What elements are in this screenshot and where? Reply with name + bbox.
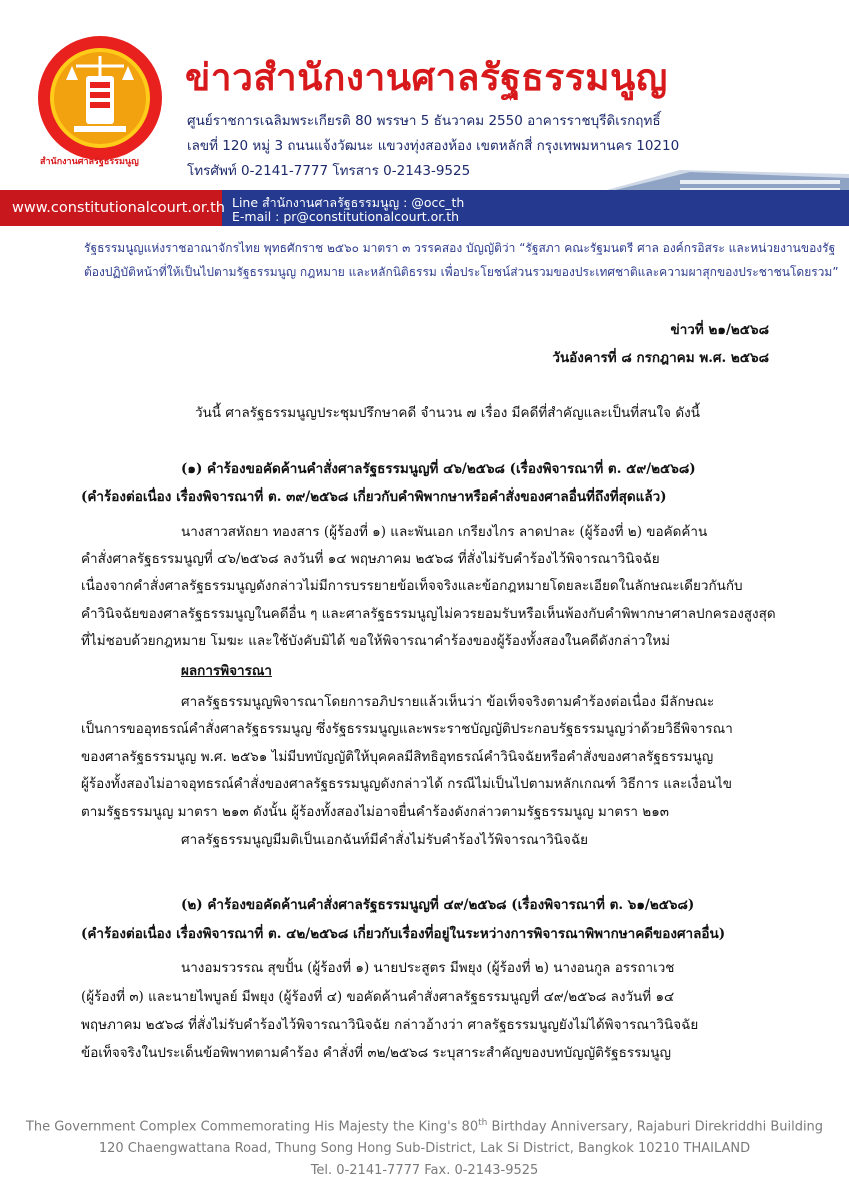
case1-result-heading: ผลการพิจารณา bbox=[181, 663, 272, 679]
letterhead bbox=[0, 0, 849, 228]
case1-result-line: ศาลรัฐธรรมนูญพิจารณาโดยการอภิปรายแล้วเห็นว่า ข้อเท็จจริงตามคำร้องต่อเนื่อง มีลักษณะ bbox=[181, 694, 715, 710]
case1-body-line: คำสั่งศาลรัฐธรรมนูญที่ ๔๖/๒๕๖๘ ลงวันที่ ๑๔ พฤษภาคม ๒๕๖๘ ที่สั่งไม่รับคำร้องไว้พิจารณาวินิจฉัย bbox=[81, 551, 660, 567]
footer-text: Birthday Anniversary, Rajaburi Direkriddhi Building bbox=[487, 1119, 824, 1135]
case2-subheading: (คำร้องต่อเนื่อง เรื่องพิจารณาที่ ต. ๔๒/๒๕๖๘ เกี่ยวกับเรื่องที่อยู่ในระหว่างการพิจารณาพิพากษาคดีของศาลอื่น) bbox=[81, 926, 726, 942]
email-contact[interactable]: E-mail : pr@constitutionalcourt.or.th bbox=[232, 209, 460, 224]
case2-body-line: นางอมรวรรณ สุขปั้น (ผู้ร้องที่ ๑) นายประสูตร มีพยุง (ผู้ร้องที่ ๒) นางอนกูล อรรถาเวช bbox=[181, 960, 675, 976]
case1-body-line: นางสาวสหัถยา ทองสาร (ผู้ร้องที่ ๑) และพันเอก เกรียงไกร ลาดปาละ (ผู้ร้องที่ ๒) ขอคัดค้าน bbox=[181, 524, 708, 540]
page-title: ข่าวสำนักงานศาลรัฐธรรมนูญ bbox=[185, 56, 668, 99]
footer-address-line-1 bbox=[0, 1118, 849, 1134]
footer-superscript: th bbox=[478, 1118, 488, 1128]
news-number: ข่าวที่ ๒๑/๒๕๖๘ bbox=[670, 322, 769, 338]
intro-line-2: ต้องปฏิบัติหน้าที่ให้เป็นไปตามรัฐธรรมนูญ กฎหมาย และหลักนิติธรรม เพื่อประโยชน์ส่วนรวมของประเทศชาติและความผาสุกของประชาชนโดยรวม” bbox=[84, 265, 839, 279]
line-contact: Line สำนักงานศาลรัฐธรรมนูญ : @occ_th bbox=[232, 195, 465, 210]
case1-heading: (๑) คำร้องขอคัดค้านคำสั่งศาลรัฐธรรมนูญที่ ๔๖/๒๕๖๘ (เรื่องพิจารณาที่ ต. ๕๙/๒๕๖๘) bbox=[181, 461, 696, 477]
news-date: วันอังคารที่ ๘ กรกฎาคม พ.ศ. ๒๕๖๘ bbox=[552, 350, 769, 366]
address-line-1: ศูนย์ราชการเฉลิมพระเกียรติ 80 พรรษา 5 ธันวาคม 2550 อาคารราชบุรีดิเรกฤทธิ์ bbox=[187, 113, 661, 129]
case2-heading: (๒) คำร้องขอคัดค้านคำสั่งศาลรัฐธรรมนูญที่ ๔๙/๒๕๖๘ (เรื่องพิจารณาที่ ต. ๖๑/๒๕๖๘) bbox=[181, 897, 695, 913]
case1-result-line: ของศาลรัฐธรรมนูญ พ.ศ. ๒๕๖๑ ไม่มีบทบัญญัติให้บุคคลมีสิทธิอุทธรณ์คำวินิจฉัยหรือคำสั่งของศาลรัฐธรรมนูญ bbox=[81, 749, 714, 765]
case2-body-line: พฤษภาคม ๒๕๖๘ ที่สั่งไม่รับคำร้องไว้พิจารณาวินิจฉัย กล่าวอ้างว่า ศาลรัฐธรรมนูญยังไม่ได้พิจารณาวินิจฉัย bbox=[81, 1017, 699, 1033]
news-opening: วันนี้ ศาลรัฐธรรมนูญประชุมปรึกษาคดี จำนวน ๗ เรื่อง มีคดีที่สำคัญและเป็นที่สนใจ ดังนี้ bbox=[195, 405, 700, 421]
case1-body-line: ที่ไม่ชอบด้วยกฎหมาย โมฆะ และใช้บังคับมิได้ ขอให้พิจารณาคำร้องของผู้ร้องทั้งสองในคดีดังกล่าวใหม่ bbox=[81, 633, 671, 649]
footer-text: The Government Complex Commemorating His Majesty the King's 80 bbox=[25, 1119, 479, 1135]
case1-result-line: ผู้ร้องทั้งสองไม่อาจอุทธรณ์คำสั่งของศาลรัฐธรรมนูญดังกล่าวได้ กรณีไม่เป็นไปตามหลักเกณฑ์ วิธีการ และเงื่อนไข bbox=[81, 776, 732, 792]
case2-body-line: ข้อเท็จจริงในประเด็นข้อพิพาทตามคำร้อง คำสั่งที่ ๓๒/๒๕๖๘ ระบุสาระสำคัญของบทบัญญัติรัฐธรรมนูญ bbox=[81, 1045, 671, 1061]
address-line-3: โทรศัพท์ 0-2141-7777 โทรสาร 0-2143-9525 bbox=[187, 163, 471, 179]
case2-body-line: (ผู้ร้องที่ ๓) และนายไพบูลย์ มีพยุง (ผู้ร้องที่ ๔) ขอคัดค้านคำสั่งศาลรัฐธรรมนูญที่ ๔๙/๒๕๖๘ ลงวันที่ ๑๔ bbox=[81, 989, 675, 1005]
footer-address-line-2: 120 Chaengwattana Road, Thung Song Hong Sub-District, Lak Si District, Bangkok 10210 THAILAND bbox=[98, 1141, 751, 1156]
constitutional-court-seal-icon bbox=[36, 34, 164, 162]
case1-result-line: ศาลรัฐธรรมนูญมีมติเป็นเอกฉันท์มีคำสั่งไม่รับคำร้องไว้พิจารณาวินิจฉัย bbox=[181, 832, 589, 848]
case1-body-line: เนื่องจากคำสั่งศาลรัฐธรรมนูญดังกล่าวไม่มีการบรรยายข้อเท็จจริงและข้อกฎหมายโดยละเอียดในลักษณะเดียวกันกับ bbox=[81, 578, 743, 594]
case1-result-line: เป็นการขออุทธรณ์คำสั่งศาลรัฐธรรมนูญ ซึ่งรัฐธรรมนูญและพระราชบัญญัติประกอบรัฐธรรมนูญว่าด้วยวิธีพิจารณา bbox=[81, 721, 733, 737]
intro-line-1: รัฐธรรมนูญแห่งราชอาณาจักรไทย พุทธศักราช ๒๕๖๐ มาตรา ๓ วรรคสอง บัญญัติว่า “รัฐสภา คณะรัฐมนตรี ศาล องค์กรอิสระ และหน่วยงานของรัฐ bbox=[84, 241, 836, 255]
seal-caption: สำนักงานศาลรัฐธรรมนูญ bbox=[40, 157, 139, 167]
case1-body-line: คำวินิจฉัยของศาลรัฐธรรมนูญในคดีอื่น ๆ และศาลรัฐธรรมนูญไม่ควรยอมรับหรือเห็นพ้องกับคำพิพากษาศาลปกครองสูงสุด bbox=[81, 606, 776, 622]
website-link[interactable]: www.constitutionalcourt.or.th bbox=[12, 200, 225, 216]
address-line-2: เลขที่ 120 หมู่ 3 ถนนแจ้งวัฒนะ แขวงทุ่งสองห้อง เขตหลักสี่ กรุงเทพมหานคร 10210 bbox=[187, 138, 680, 154]
case1-subheading: (คำร้องต่อเนื่อง เรื่องพิจารณาที่ ต. ๓๙/๒๕๖๘ เกี่ยวกับคำพิพากษาหรือคำสั่งของศาลอื่นที่ถึงที่สุดแล้ว) bbox=[81, 489, 667, 505]
case1-result-line: ตามรัฐธรรมนูญ มาตรา ๒๑๓ ดังนั้น ผู้ร้องทั้งสองไม่อาจยื่นคำร้องดังกล่าวตามรัฐธรรมนูญ มาตรา ๒๑๓ bbox=[81, 804, 669, 820]
footer-contact-line: Tel. 0-2141-7777 Fax. 0-2143-9525 bbox=[310, 1163, 539, 1178]
